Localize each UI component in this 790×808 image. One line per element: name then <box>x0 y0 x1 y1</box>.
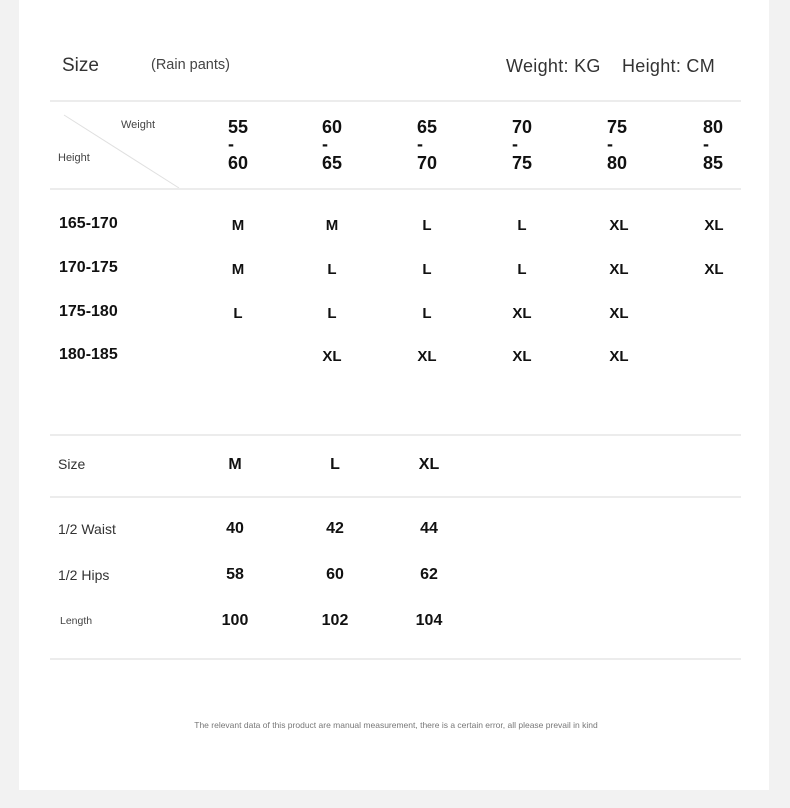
weight-range-dash: - <box>607 134 613 154</box>
size-cell: M <box>231 217 245 234</box>
measurement-label: Length <box>60 615 93 627</box>
measurement-size-header: L <box>330 456 340 473</box>
size-title: Size <box>62 55 99 76</box>
corner-height-label: Height <box>58 152 90 164</box>
size-cell: XL <box>609 305 629 322</box>
size-cell: XL <box>704 261 724 278</box>
product-subtitle: (Rain pants) <box>151 57 230 73</box>
size-cell: XL <box>609 261 629 278</box>
measurement-value: 62 <box>420 566 438 583</box>
measurement-value: 58 <box>226 566 244 583</box>
measurement-value: 40 <box>226 520 244 537</box>
weight-range-to: 80 <box>607 153 628 173</box>
weight-range-header <box>703 118 723 172</box>
weight-range-dash: - <box>417 134 423 154</box>
size-cell: L <box>233 305 243 322</box>
weight-range-to: 85 <box>703 153 724 173</box>
weight-range-header <box>322 118 342 172</box>
weight-range-to: 60 <box>228 153 249 173</box>
divider <box>50 434 741 436</box>
size-cell: M <box>325 217 339 234</box>
measurement-size-header: XL <box>418 456 440 473</box>
weight-range-from: 65 <box>417 117 438 137</box>
weight-range-dash: - <box>322 134 328 154</box>
measurement-label: 1/2 Hips <box>58 567 110 583</box>
weight-range-from: 80 <box>703 117 724 137</box>
measurement-value: 100 <box>221 612 249 629</box>
size-cell: L <box>422 305 432 322</box>
size-cell: M <box>231 261 245 278</box>
size-cell: L <box>327 261 337 278</box>
weight-range-from: 60 <box>322 117 343 137</box>
divider <box>50 100 741 102</box>
weight-range-dash: - <box>228 134 234 154</box>
height-range-label: 180-185 <box>59 346 118 363</box>
measurement-value: 104 <box>415 612 443 629</box>
weight-range-from: 70 <box>512 117 533 137</box>
weight-unit-label: Weight: KG <box>506 56 601 76</box>
height-unit-label: Height: CM <box>622 56 716 76</box>
size-cell: XL <box>417 348 437 365</box>
footnote: The relevant data of this product are manual measurement, there is a certain error, all please prevail in kind <box>194 720 598 730</box>
measurement-value: 60 <box>326 566 344 583</box>
corner-weight-label: Weight <box>121 119 156 131</box>
size-cell: L <box>327 305 337 322</box>
measurement-label: 1/2 Waist <box>58 521 116 537</box>
weight-range-to: 75 <box>512 153 533 173</box>
measurement-value: 102 <box>321 612 349 629</box>
height-range-label: 170-175 <box>59 259 118 276</box>
weight-range-to: 65 <box>322 153 343 173</box>
size-cell: XL <box>609 348 629 365</box>
measurement-size-label: Size <box>58 456 86 472</box>
measurement-value: 42 <box>326 520 344 537</box>
measurement-size-header: M <box>228 456 242 473</box>
divider <box>50 188 741 190</box>
weight-range-from: 55 <box>228 117 249 137</box>
height-range-label: 175-180 <box>59 303 118 320</box>
weight-range-header <box>607 118 627 172</box>
size-cell: L <box>422 217 432 234</box>
size-cell: L <box>422 261 432 278</box>
size-cell: XL <box>512 348 532 365</box>
measurement-value: 44 <box>420 520 438 537</box>
divider <box>50 658 741 660</box>
size-cell: L <box>517 261 527 278</box>
size-chart-card <box>19 0 769 790</box>
weight-range-header <box>228 118 248 172</box>
size-cell: XL <box>704 217 724 234</box>
divider <box>50 496 741 498</box>
size-cell: XL <box>512 305 532 322</box>
height-range-label: 165-170 <box>59 215 118 232</box>
weight-range-header <box>512 118 532 172</box>
weight-range-to: 70 <box>417 153 438 173</box>
size-cell: XL <box>609 217 629 234</box>
weight-range-header <box>417 118 437 172</box>
size-cell: L <box>517 217 527 234</box>
weight-range-from: 75 <box>607 117 628 137</box>
size-cell: XL <box>322 348 342 365</box>
weight-range-dash: - <box>703 134 709 154</box>
weight-range-dash: - <box>512 134 518 154</box>
